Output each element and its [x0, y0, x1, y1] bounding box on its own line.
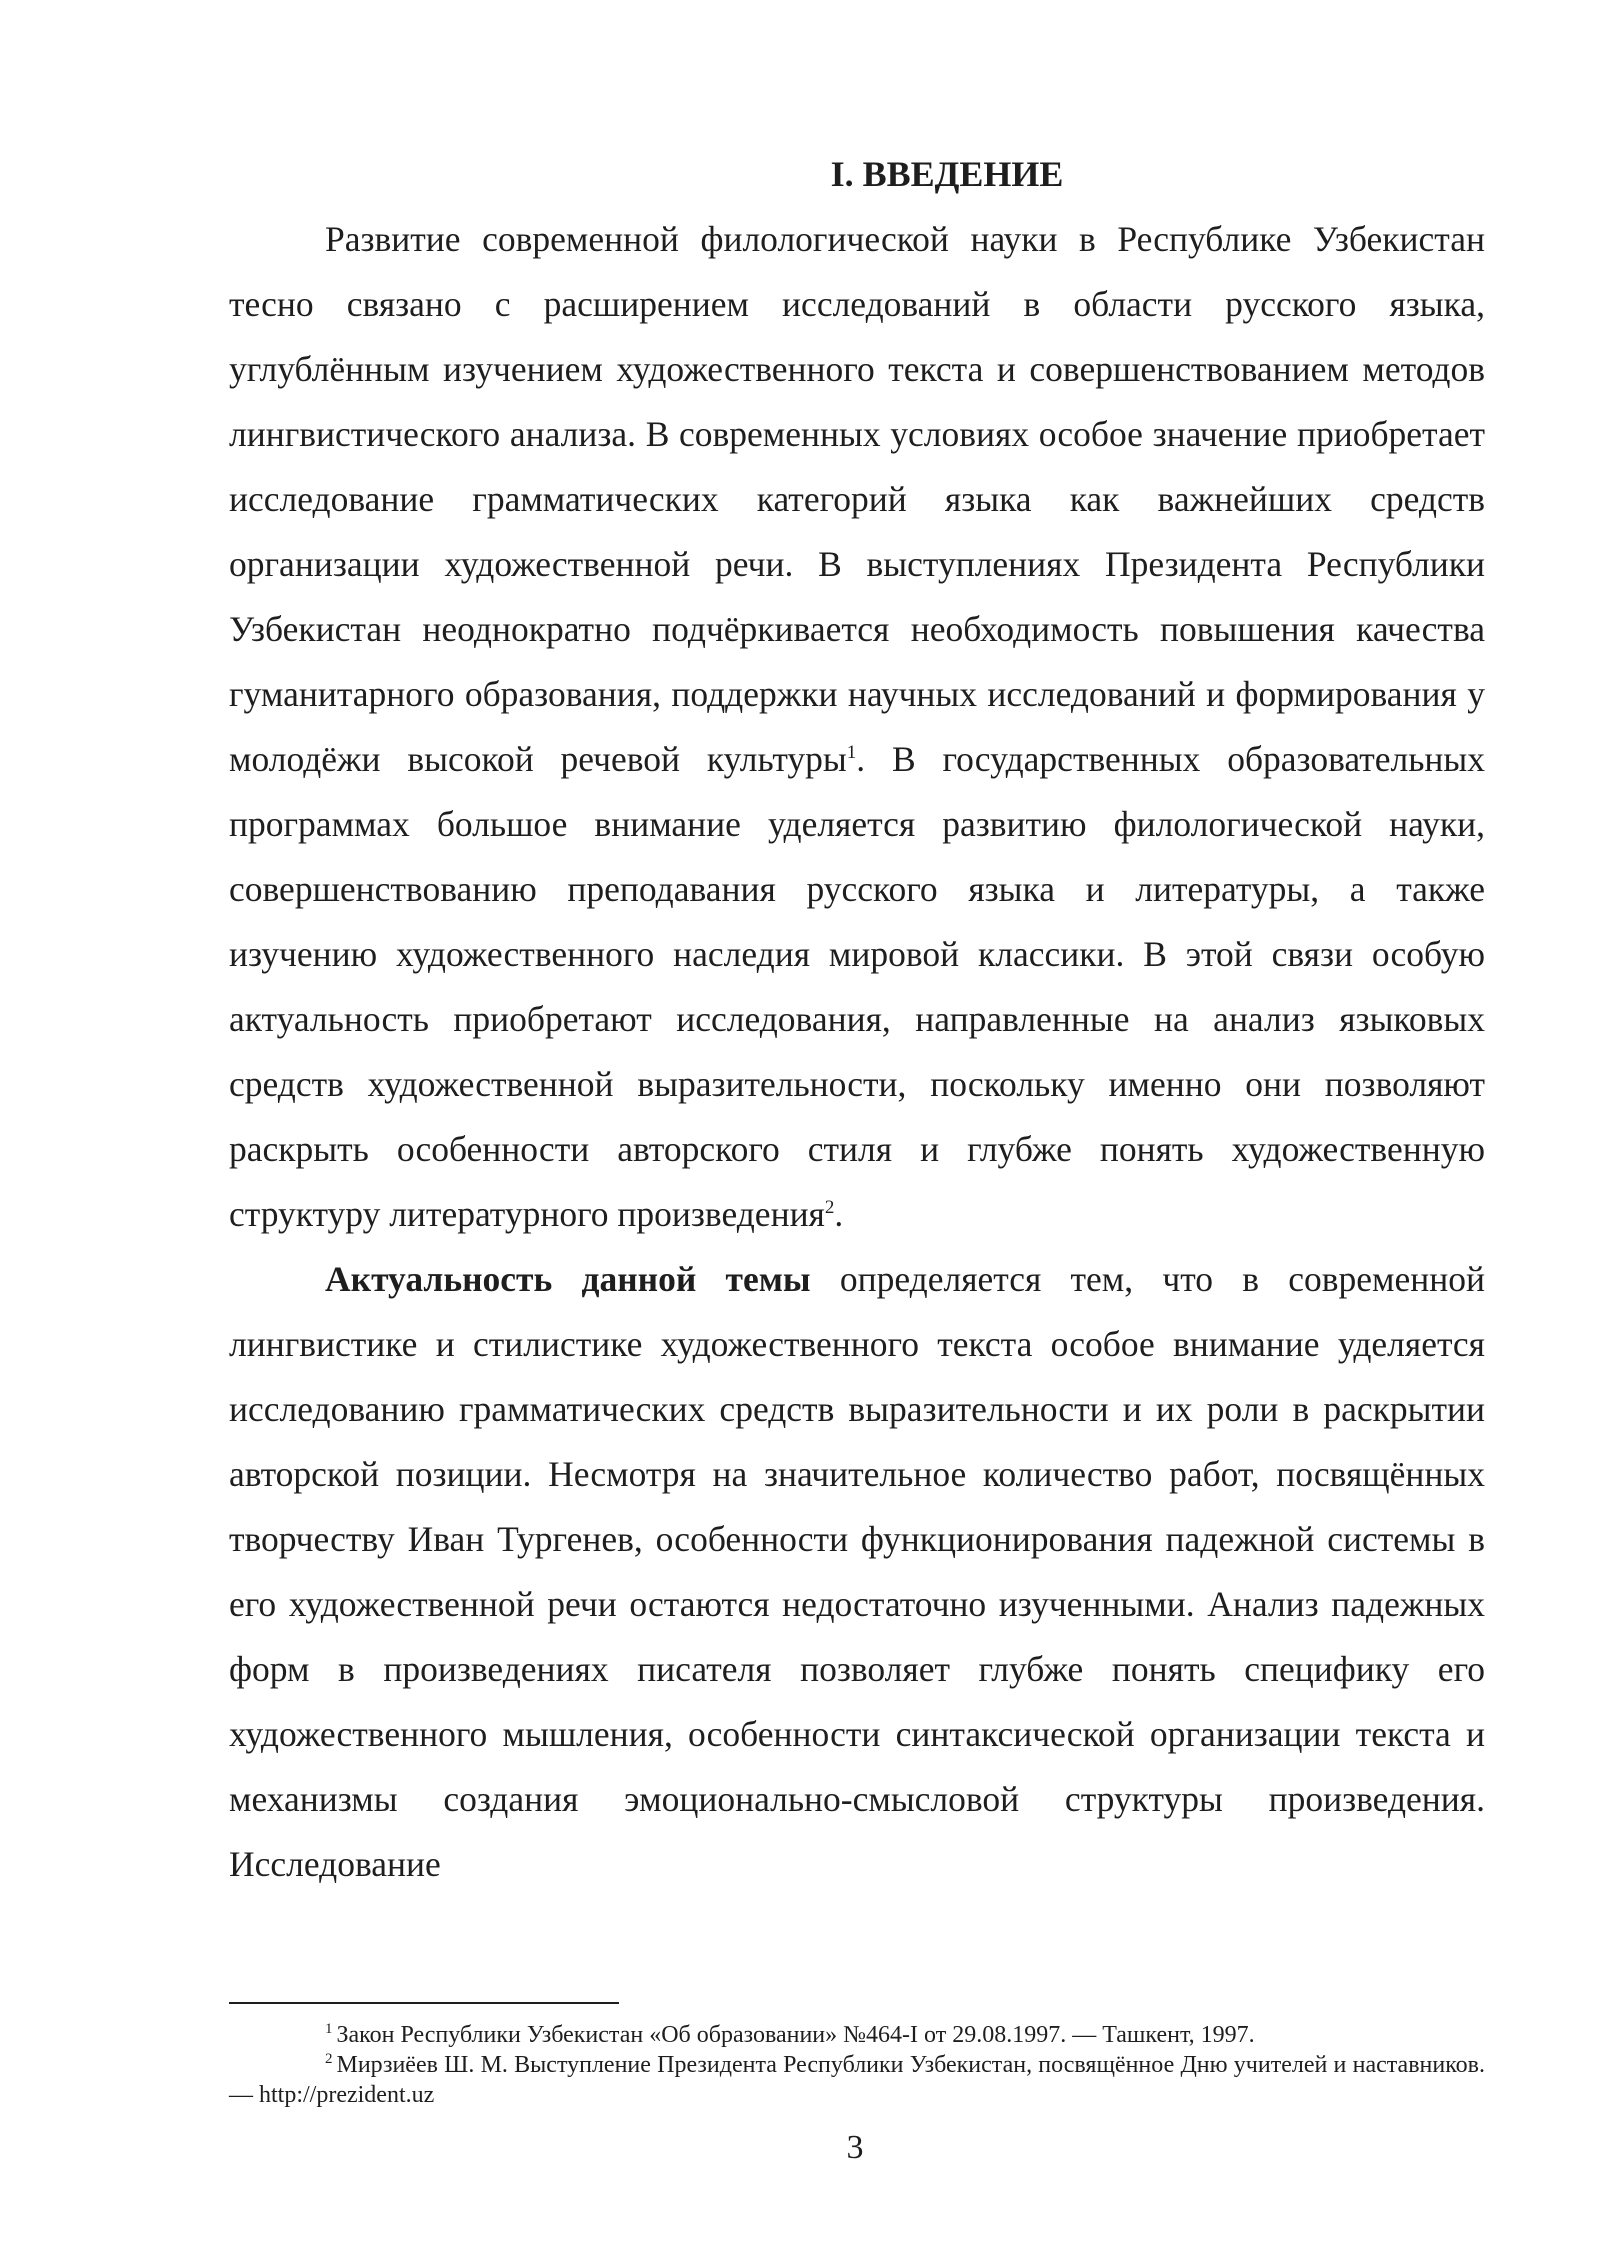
paragraph-relevance [229, 1247, 1485, 1897]
footnote-reference-1[interactable]: 1 [846, 742, 857, 764]
footnote-reference-2[interactable]: 2 [824, 1197, 835, 1219]
footnote-separator [229, 2002, 619, 2004]
relevance-lead: Актуальность данной темы [325, 1259, 811, 1299]
footnote-marker-2: 2 [325, 2051, 333, 2067]
footnote-marker-1: 1 [325, 2021, 333, 2037]
paragraph-introduction [229, 207, 1485, 1247]
paragraph-introduction-text-2: . В государственных образовательных программах большое внимание уделяется развитию филологической науки, совершенствованию преподавания русского языка и литературы, а также изучению художественного наследия мировой классики. В этой связи особую актуальность приобретают исследования, направленные на анализ языковых средств художественной выразительности, поскольку именно они позволяют раскрыть особенности авторского стиля и глубже понять художественную структуру литературного произведения [229, 739, 1485, 1234]
footnote-2 [229, 2050, 1485, 2110]
main-text [229, 142, 1485, 1897]
paragraph-introduction-text-3: . [834, 1194, 844, 1234]
footnote-text-1: Закон Республики Узбекистан «Об образовании» №464-I от 29.08.1997. — Ташкент, 1997. [336, 2022, 1255, 2048]
footnote-text-2: Мирзиёев Ш. М. Выступление Президента Республики Узбекистан, посвящённое Дню учителей и наставников. — http://prezident.uz [229, 2052, 1485, 2108]
footnotes [229, 2020, 1485, 2110]
paragraph-introduction-text-1: Развитие современной филологической науки в Республике Узбекистан тесно связано с расширением исследований в области русского языка, углублённым изучением художественного текста и совершенствованием методов лингвистического анализа. В современных условиях особое значение приобретает исследование грамматических категорий языка как важнейших средств организации художественной речи. В выступлениях Президента Республики Узбекистан неоднократно подчёркивается необходимость повышения качества гуманитарного образования, поддержки научных исследований и формирования у молодёжи высокой речевой культуры [229, 219, 1485, 779]
section-title: I. ВВЕДЕНИЕ [830, 154, 1064, 194]
paragraph-relevance-text: определяется тем, что в современной лингвистике и стилистике художественного текста особое внимание уделяется исследованию грамматических средств выразительности и их роли в раскрытии авторской позиции. Несмотря на значительное количество работ, посвящённых творчеству Иван Тургенев, особенности функционирования падежной системы в его художественной речи остаются недостаточно изученными. Анализ падежных форм в произведениях писателя позволяет глубже понять специфику его художественного мышления, особенности синтаксической организации текста и механизмы создания эмоционально-смысловой структуры произведения. Исследование [229, 1259, 1485, 1884]
page-number: 3 [846, 2129, 864, 2166]
footnote-1 [229, 2020, 1485, 2050]
